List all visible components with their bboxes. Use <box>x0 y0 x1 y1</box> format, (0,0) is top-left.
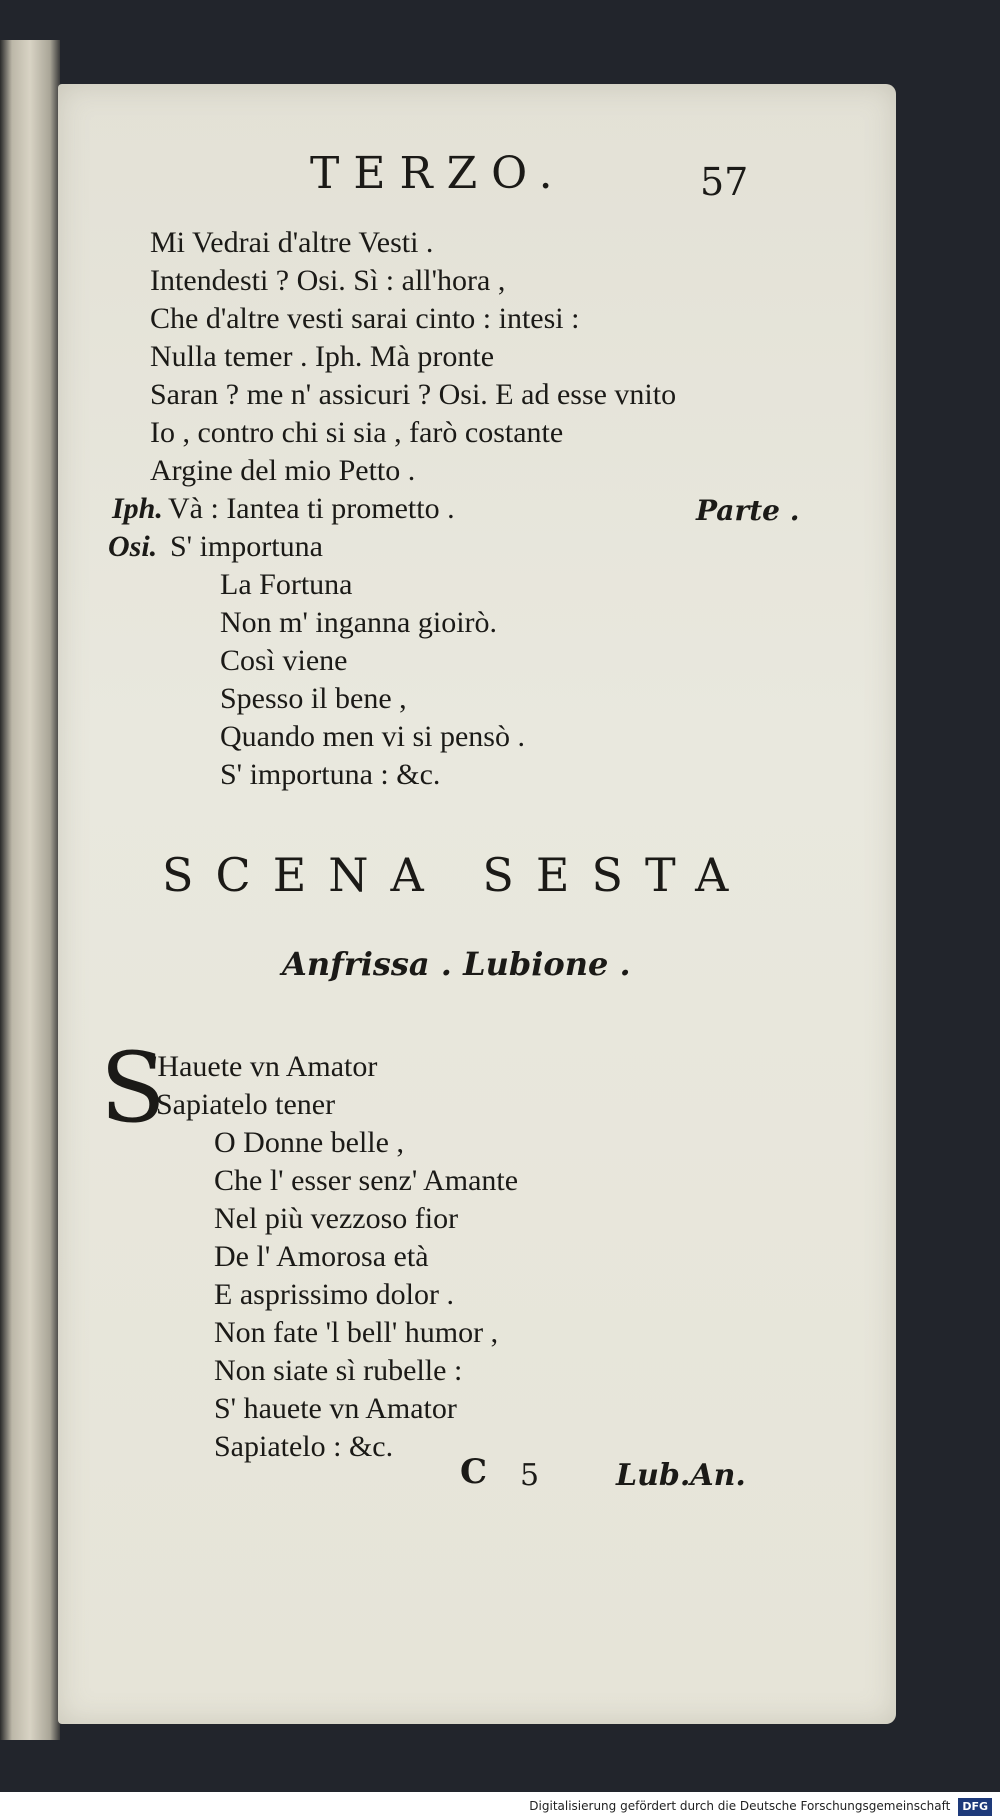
verse-line: Sapiatelo : &c. <box>214 1430 394 1463</box>
dialogue-line: Và : Iantea ti prometto . <box>168 492 455 525</box>
page-number: 57 <box>700 160 749 204</box>
dialogue-line: Che d'altre vesti sarai cinto : intesi : <box>150 302 580 335</box>
verse-line: Che l' esser senz' Amante <box>214 1164 519 1197</box>
running-header: TERZO. <box>310 148 567 199</box>
dialogue-line: Intendesti ? Osi. Sì : all'hora , <box>150 264 506 297</box>
verse-line: S' importuna <box>170 530 323 563</box>
digitization-credit-bar <box>0 1792 1000 1820</box>
signature-mark: C <box>460 1452 488 1492</box>
verse-line: Non siate sì rubelle : <box>214 1354 463 1387</box>
verse-line: E asprissimo dolor . <box>214 1278 454 1311</box>
verse-line: Così viene <box>220 644 348 677</box>
verse-line: 'Hauete vn Amator <box>152 1050 378 1083</box>
scene-title: SCENA SESTA <box>162 848 751 902</box>
speaker-label: Iph. <box>112 492 163 525</box>
credit-text: Digitalisierung gefördert durch die Deutsche Forschungsgemeinschaft <box>529 1799 951 1813</box>
verse-line: Quando men vi si pensò . <box>220 720 525 753</box>
signature-number: 5 <box>520 1458 540 1493</box>
scene-characters: Anfrissa . Lubione . <box>282 945 631 983</box>
verse-line: S' hauete vn Amator <box>214 1392 457 1425</box>
verse-line: Nel più vezzoso fior <box>214 1202 459 1235</box>
stage-direction: Parte . <box>696 494 800 527</box>
verse-line: De l' Amorosa età <box>214 1240 429 1273</box>
dialogue-line: Argine del mio Petto . <box>150 454 416 487</box>
verse-line: Non fate 'l bell' humor , <box>214 1316 499 1349</box>
adjacent-page-edge <box>0 40 60 1740</box>
dfg-logo: DFG <box>958 1798 992 1816</box>
dialogue-line: Nulla temer . Iph. Mà pronte <box>150 340 495 373</box>
verse-line: Sapiatelo tener <box>156 1088 336 1121</box>
dialogue-line: Saran ? me n' assicuri ? Osi. E ad esse vnito <box>150 378 677 411</box>
drop-cap: S <box>100 1032 166 1144</box>
dialogue-line: Mi Vedrai d'altre Vesti . <box>150 226 434 259</box>
verse-line: S' importuna : &c. <box>220 758 441 791</box>
dialogue-line: Io , contro chi si sia , farò costante <box>150 416 564 449</box>
catchword: Lub.An. <box>616 1458 746 1493</box>
verse-line: Non m' inganna gioirò. <box>220 606 498 639</box>
verse-line: Spesso il bene , <box>220 682 407 715</box>
verse-line: La Fortuna <box>220 568 353 601</box>
verse-line: O Donne belle , <box>214 1126 404 1159</box>
speaker-label: Osi. <box>108 530 158 563</box>
